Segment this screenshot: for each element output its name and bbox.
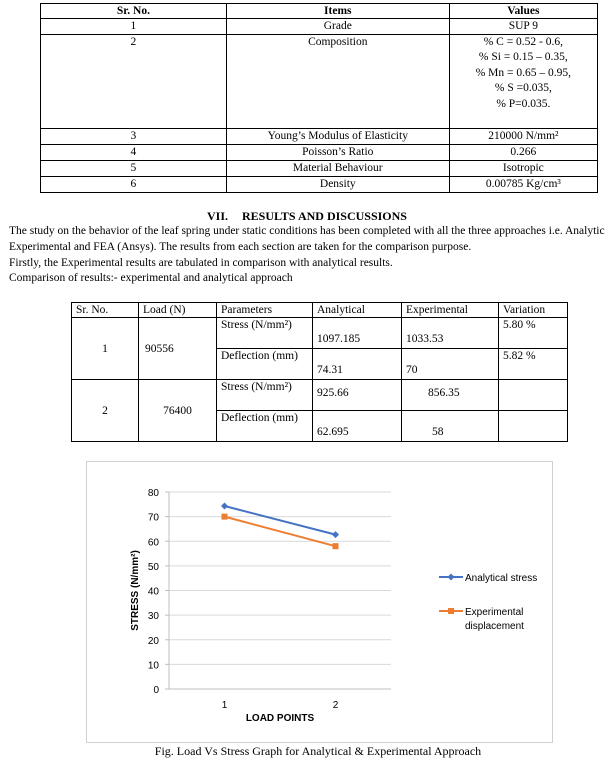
cell-analytical: [313, 318, 402, 349]
cell-analytical: [313, 380, 402, 411]
section-number: VII.: [207, 209, 229, 223]
composition-line: % Mn = 0.65 – 0.95,: [475, 66, 571, 79]
column-header: Sr. No.: [41, 4, 227, 19]
cell-sr: 2: [41, 35, 227, 129]
cell-experimental: [402, 411, 499, 442]
legend-label: Analytical stress: [465, 573, 538, 584]
experimental-value: 58: [432, 426, 444, 438]
y-tick-label: 60: [147, 537, 159, 549]
body-text-line: The study on the behavior of the leaf spring under static conditions has been completed with all the three approaches i.e. Analytic: [9, 225, 605, 237]
chart-canvas: [87, 462, 552, 742]
y-tick-label: 70: [147, 512, 159, 524]
analytical-value: 925.66: [317, 387, 349, 399]
y-axis-title: STRESS (N/mm²): [130, 550, 141, 631]
cell-variation: [499, 380, 568, 411]
y-tick-label: 50: [147, 561, 159, 573]
cell-item: Grade: [226, 19, 449, 35]
cell-parameter: Deflection (mm): [217, 349, 313, 380]
section-title: RESULTS AND DISCUSSIONS: [242, 209, 407, 223]
column-header: Values: [449, 4, 597, 19]
cell-item: Poisson’s Ratio: [226, 145, 449, 161]
cell-experimental: [402, 349, 499, 380]
analytical-value: 74.31: [317, 364, 343, 376]
composition-line: % S =0.035,: [494, 82, 552, 95]
analytical-value: 62.695: [317, 426, 349, 438]
cell-value: 0.00785 Kg/cm³: [449, 177, 597, 193]
cell-load: 76400: [139, 380, 217, 442]
y-tick-label: 0: [153, 685, 159, 696]
y-tick-label: 30: [147, 611, 159, 623]
cell-sr: 5: [41, 161, 227, 177]
cell-sr: 3: [41, 129, 227, 145]
body-text-line: Comparison of results:- experimental and analytical approach: [9, 272, 293, 284]
cell-parameter: Stress (N/mm²): [217, 380, 313, 411]
figure-caption: Fig. Load Vs Stress Graph for Analytical & Experimental Approach: [154, 744, 482, 758]
column-header: Analytical: [313, 303, 402, 318]
table-row: [72, 318, 568, 349]
legend-label: Experimental: [465, 607, 524, 618]
cell-experimental: [402, 318, 499, 349]
material-properties-table: [40, 3, 598, 193]
experimental-value: 1033.53: [406, 333, 444, 345]
cell-sr: 1: [41, 19, 227, 35]
data-point-analytical: [332, 531, 339, 538]
cell-variation: [499, 411, 568, 442]
composition-line: % P=0.035.: [496, 97, 551, 110]
column-header: Sr. No.: [72, 303, 139, 318]
table-row: [41, 145, 598, 161]
legend-marker: [448, 574, 455, 581]
cell-parameter: Deflection (mm): [217, 411, 313, 442]
cell-parameter: Stress (N/mm²): [217, 318, 313, 349]
table-row: [41, 35, 598, 129]
column-header: Experimental: [402, 303, 499, 318]
cell-sr: 1: [72, 318, 139, 380]
composition-line: % C = 0.52 - 0.6,: [483, 36, 564, 48]
cell-sr: 4: [41, 145, 227, 161]
table-row: [41, 19, 598, 35]
body-text-line: Experimental and FEA (Ansys). The results from each section are taken for the comparison purpose.: [9, 241, 472, 253]
cell-experimental: [402, 380, 499, 411]
cell-sr: 6: [41, 177, 227, 193]
data-point-experimental: [222, 514, 228, 520]
cell-variation: 5.82 %: [499, 349, 568, 380]
cell-load: 90556: [139, 318, 217, 380]
table-row: [41, 129, 598, 145]
data-point-experimental: [333, 543, 339, 549]
cell-item: Material Behaviour: [226, 161, 449, 177]
table-row: [41, 177, 598, 193]
cell-value: 210000 N/mm²: [449, 129, 597, 145]
section-heading: [0, 209, 614, 224]
cell-item: Young’s Modulus of Elasticity: [226, 129, 449, 145]
cell-value: Isotropic: [449, 161, 597, 177]
cell-value: 0.266: [449, 145, 597, 161]
table-header-row: [72, 303, 568, 318]
cell-item: Density: [226, 177, 449, 193]
cell-variation: 5.80 %: [499, 318, 568, 349]
y-tick-label: 10: [147, 660, 159, 672]
y-tick-label: 40: [147, 586, 159, 598]
data-point-analytical: [221, 503, 228, 510]
experimental-value: 70: [406, 364, 418, 376]
column-header: Load (N): [139, 303, 217, 318]
cell-analytical: [313, 411, 402, 442]
y-tick-label: 80: [147, 488, 159, 499]
body-text-line: Firstly, the Experimental results are tabulated in comparison with analytical results.: [9, 257, 393, 269]
x-tick-label: 1: [221, 700, 228, 711]
cell-sr: 2: [72, 380, 139, 442]
load-vs-stress-chart: [86, 461, 553, 743]
analytical-value: 1097.185: [317, 333, 361, 345]
legend-label: displacement: [465, 621, 524, 632]
column-header: Parameters: [217, 303, 313, 318]
x-axis-title: LOAD POINTS: [245, 713, 315, 724]
cell-value-composition: [449, 35, 597, 129]
cell-value: SUP 9: [449, 19, 597, 35]
legend-marker: [448, 608, 454, 614]
x-tick-label: 2: [332, 700, 339, 711]
column-header: Variation: [499, 303, 568, 318]
experimental-value: 856.35: [428, 387, 460, 399]
table-row: [41, 161, 598, 177]
comparison-table: [71, 302, 568, 442]
composition-line: % Si = 0.15 – 0.35,: [478, 51, 568, 64]
y-tick-label: 20: [147, 635, 159, 647]
cell-analytical: [313, 349, 402, 380]
cell-item: Composition: [226, 35, 449, 129]
table-row: [72, 380, 568, 411]
column-header: Items: [226, 4, 449, 19]
table-header-row: [41, 4, 598, 19]
